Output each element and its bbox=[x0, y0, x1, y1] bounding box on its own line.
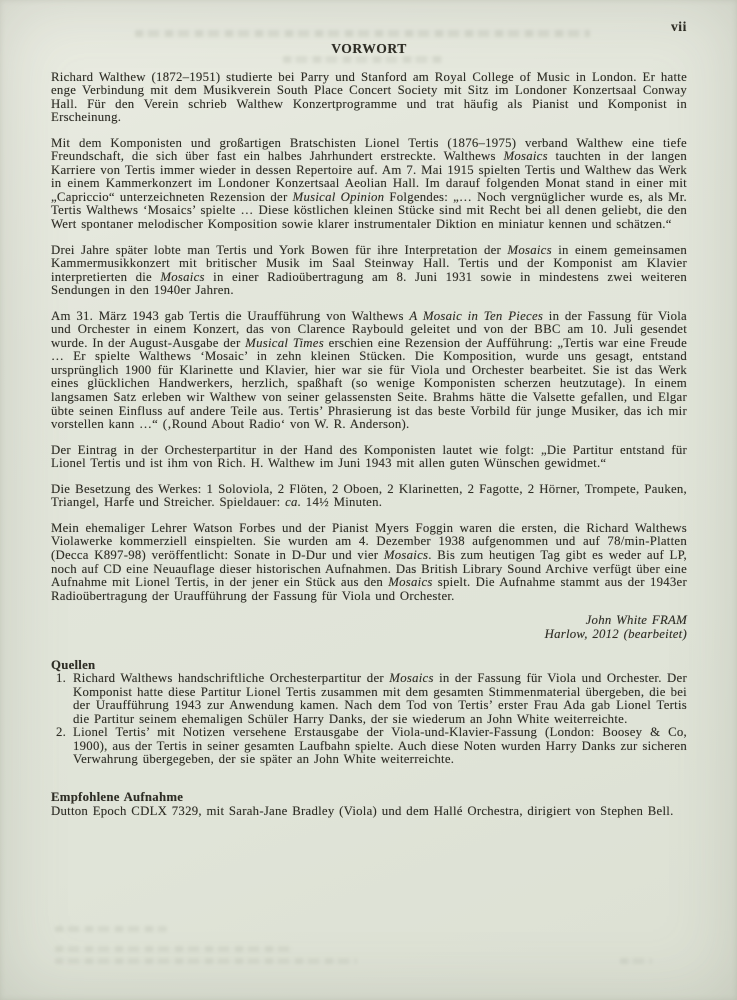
page-title: VORWORT bbox=[331, 41, 407, 56]
bleedthrough-artifact bbox=[55, 926, 167, 932]
body-paragraph-2: Mit dem Komponisten und großartigen Bratschisten Lionel Tertis (1876–1975) verband Walthew eine tiefe Freundschaft, die sich über fast ein halbes Jahrhundert erstreckte. Walthews Mosaics tauchten in der langen Karriere von Tertis immer wieder in dessen Repertoire auf. Am 7. Mai 1915 spielten Tertis und Walthew das Werk in einem Kammerkonzert im Londoner Konzertsaal Aeolian Hall. Im darauf folgenden Monat stand in einer mit „Capriccio“ unterzeichneten Rezension der Musical Opinion Folgendes: „… Noch vergnüglicher wurde es, als Mr. Tertis Walthews ‘Mosaics’ spielte … Diese köstlichen kleinen Stücke sind mit Recht bei all denen geliebt, die den Wert spontaner melodischer Komposition sowie klarer instrumentaler Diktion en miniatur kennen und schätzen.“ bbox=[51, 135, 687, 232]
source-item-number: 2. bbox=[56, 725, 67, 740]
signature-name: John White FRAM bbox=[585, 613, 687, 628]
body-paragraph-5: Der Eintrag in der Orchesterpartitur in der Hand des Komponisten lautet wie folgt: „Die Partitur entstand für Lionel Tertis und ist ihm von Rich. H. Walthew im Juni 1943 mit allen guten Wünschen gewidmet.“ bbox=[51, 442, 687, 471]
page-content bbox=[51, 0, 687, 819]
source-item bbox=[51, 672, 687, 726]
body-paragraph-6: Die Besetzung des Werkes: 1 Soloviola, 2 Flöten, 2 Oboen, 2 Klarinetten, 2 Fagotte, 2 Hörner, Trompete, Pauken, Triangel, Harfe und Streicher. Spieldauer: ca. 14½ Minuten. bbox=[51, 481, 687, 510]
source-item bbox=[51, 726, 687, 767]
sources-heading: Quellen bbox=[51, 657, 96, 672]
source-item-number: 1. bbox=[56, 671, 67, 686]
bleedthrough-artifact bbox=[55, 958, 357, 964]
bleedthrough-artifact bbox=[55, 946, 293, 952]
body-paragraph-1: Richard Walthew (1872–1951) studierte bei Parry und Stanford am Royal College of Music in London. Er hatte enge Verbindung mit dem Musikverein South Place Concert Society mit Sitz im Londoner Konzertsaal Conway Hall. Für den Verein schrieb Walthew Konzertprogramme und trat häufig als Pianist und Komponist in Erscheinung. bbox=[51, 69, 687, 125]
page-number: vii bbox=[670, 19, 687, 34]
signature-block bbox=[51, 613, 687, 641]
source-item-text: Richard Walthews handschriftliche Orchesterpartitur der Mosaics in der Fassung für Viola und Orchester. Der Komponist hatte diese Partitur Lionel Tertis zusammen mit dem gesamten Stimmenmaterial übergeben, die bei der Uraufführung 1943 zur Anwendung kamen. Nach dem Tod von Tertis’ erster Frau Ada gab Lionel Tertis die Partitur seinem ehemaligen Schüler Harry Danks, der sie wiederum an John White weiterreichte. bbox=[73, 671, 687, 726]
body-paragraph-4: Am 31. März 1943 gab Tertis die Uraufführung von Walthews A Mosaic in Ten Pieces in der Fassung für Viola und Orchester in einem Konzert, das von Clarence Raybould geleitet und von der BBC am 10. Juli gesendet wurde. In der August-Ausgabe der Musical Times erschien eine Rezension der Aufführung: „Tertis war eine Freude … Er spielte Walthews ‘Mosaic’ in zehn kleinen Stücken. Die Komposition, wurde uns gesagt, entstand ursprünglich 1900 für Klarinette und Klavier, hier war sie für Viola und Orchester bearbeitet. Sie ist das Werk eines glücklichen Handwerkers, herzlich, spaßhaft (so wenige Komponisten scherzen heutzutage). In einem langsamen Satz erleben wir Walthew von seiner gelassensten Seite. Brahms hätte die Valsette gefallen, und Elgar übte seinen Einfluss auf andere Teile aus. Tertis’ Phrasierung ist das beste Vorbild für junge Musiker, das ich mir vorstellen kann …“ (‚Round About Radio‘ von W. R. Anderson). bbox=[51, 308, 687, 432]
recommended-recording-text: Dutton Epoch CDLX 7329, mit Sarah-Jane Bradley (Viola) und dem Hallé Orchestra, dirigiert von Stephen Bell. bbox=[51, 804, 674, 819]
recommended-recording-heading: Empfohlene Aufnahme bbox=[51, 789, 184, 804]
signature-place: Harlow, 2012 (bearbeitet) bbox=[544, 627, 687, 642]
body-paragraph-3: Drei Jahre später lobte man Tertis und York Bowen für ihre Interpretation der Mosaics in einem gemeinsamen Kammermusikkonzert mit britischer Musik im Saal Steinway Hall. Tertis und der Komponist am Klavier interpretierten die Mosaics in einer Radioübertragung am 8. Juni 1931 sowie in mindestens zwei weiteren Sendungen in den 1940er Jahren. bbox=[51, 242, 687, 298]
bleedthrough-artifact bbox=[620, 958, 652, 964]
source-item-text: Lionel Tertis’ mit Notizen versehene Erstausgabe der Viola-und-Klavier-Fassung (London: Boosey & Co, 1900), aus der Tertis in seiner gesamten Laufbahn spielte. Auch diese Noten wurden Harry Danks zur sicheren Verwahrung übergegeben, der sie später an John White weiterreichte. bbox=[73, 725, 687, 767]
body-paragraph-7: Mein ehemaliger Lehrer Watson Forbes und der Pianist Myers Foggin waren die ersten, die Richard Walthews Violawerke kommerziell einspielten. Sie wurden am 4. Dezember 1938 aufgenommen und auf 78/min-Platten (Decca K897-98) veröffentlicht: Sonate in D-Dur und vier Mosaics. Bis zum heutigen Tag gibt es weder auf LP, noch auf CD eine Neuauflage dieser historischen Aufnahmen. Das British Library Sound Archive verfügt über eine Aufnahme mit Lionel Tertis, in der jener ein Stück aus den Mosaics spielt. Die Aufnahme stammt aus der 1943er Radioübertragung der Uraufführung der Fassung für Viola und Orchester. bbox=[51, 520, 687, 603]
